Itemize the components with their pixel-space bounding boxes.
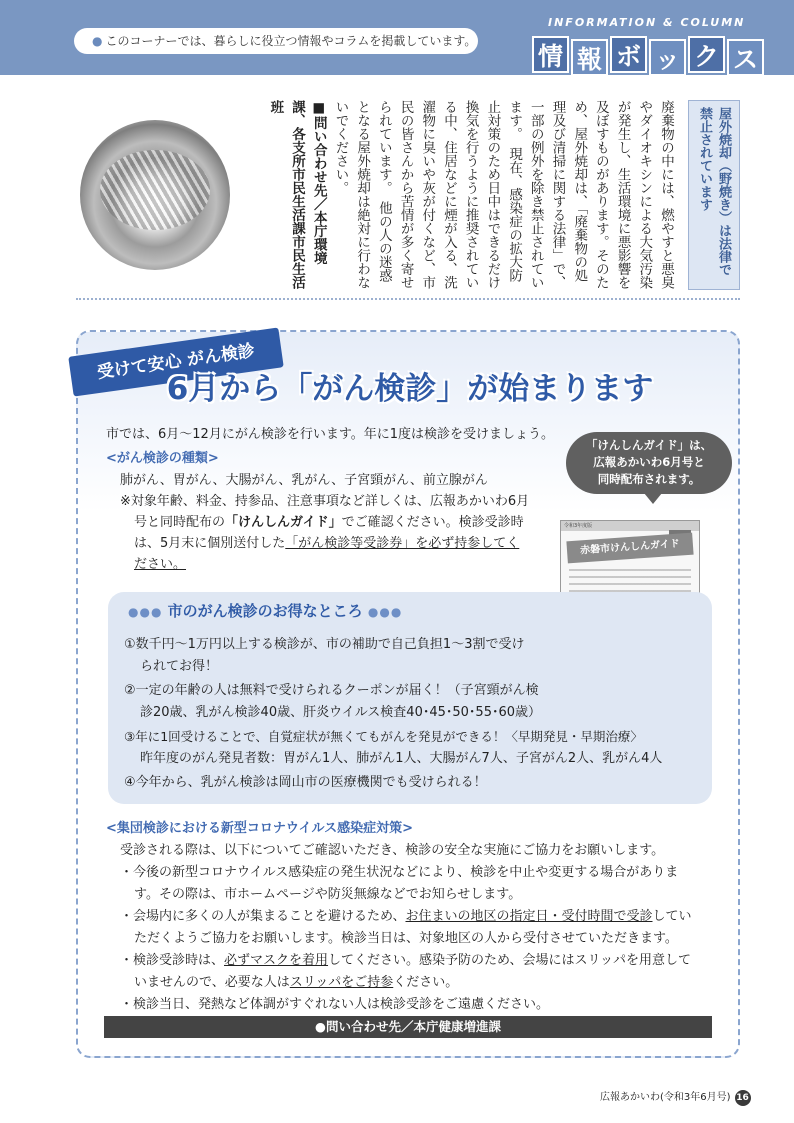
burning-article-title: 屋外焼却（野焼き）は法律で禁止されています (688, 100, 740, 290)
burning-article-contact: ■問い合わせ先／本庁環境課、各支所市民生活課市民生活班 (267, 100, 327, 289)
guide-top-text: 令和3年度版 (561, 521, 699, 531)
covid-bullet: ・検診当日、発熱など体調がすぐれない人は検診受診をご遠慮ください。 (120, 997, 550, 1012)
checkup-contact: ●問い合わせ先／本庁健康増進課 (104, 1016, 712, 1038)
covid-bullet (120, 950, 691, 972)
corner-intro-text: このコーナーでは、暮らしに役立つ情報やコラムを掲載しています。 (105, 34, 477, 48)
burning-article-text: 廃棄物の中には、燃やすと悪臭やダイオキシンによる大気汚染が発生し、生活環境に悪影響を及ぼすものがあります。そのため、屋外焼却は、「廃棄物の処理及び清掃に関する法律」で、一部の例外を除き禁止されています。 現在、感染症の拡大防止対策のため日中はできるだけ換気を行うように推奨されている中、住居などに煙が入る、洗濯物に臭いや灰が付くなど、市民の皆さんから苦情が多く寄せられています。 他の人の迷惑となる屋外焼却は絶対に行わないでください。 (332, 100, 674, 289)
bubble-line: 広報あかいわ6月号と (593, 455, 705, 469)
covid-text: ・検診受診時は、 (120, 953, 225, 968)
checkup-note-line: ※対象年齢、料金、持参品、注意事項など詳しくは、広報あかいわ6月 (120, 494, 530, 509)
covid-text: いませんので、必要な人は (134, 975, 290, 990)
benefit-item: 昨年度のがん発見者数：胃がん1人、肺がん1人、大腸がん7人、子宮がん2人、乳がん4人 (140, 751, 663, 766)
section-title-char: ス (727, 39, 764, 76)
benefit-item: 診20歳、乳がん検診40歳、肝炎ウイルス検査40･45･50･55･60歳） (140, 705, 542, 720)
publication-name: 広報あかいわ(令和3年6月号) (600, 1092, 731, 1103)
note-text: は、5月末に個別送付した (134, 536, 286, 551)
covid-emphasis: 必ずマスクを着用 (224, 953, 329, 968)
checkup-tag: 受けて安心 がん検診 (68, 327, 284, 396)
section-title-char: ッ (649, 39, 686, 76)
benefit-title-text: 市のがん検診のお得なところ (167, 602, 363, 620)
guide-name: 「けんしんガイド」 (225, 515, 342, 530)
benefit-item: ④今年から、乳がん検診は岡山市の医療機関でも受けられる！ (124, 775, 487, 790)
covid-bullet: す。その際は、市ホームページや防災無線などでお知らせします。 (134, 887, 522, 902)
bubble-line: 「けんしんガイド」は、 (585, 438, 713, 452)
page-footer (600, 1088, 751, 1106)
checkup-headline: 6月から「がん検診」が始まります (166, 371, 654, 407)
benefit-title (128, 600, 402, 621)
section-divider (76, 298, 740, 300)
voucher-note: 「がん検診等受診券」を必ず持参してく (285, 536, 520, 551)
covid-bullet (134, 972, 458, 994)
checkup-note-line (134, 533, 519, 555)
benefit-item: ①数千円～1万円以上する検診が、市の補助で自己負担1～3割で受け (124, 637, 525, 652)
benefit-item: られてお得！ (140, 659, 219, 674)
benefit-item: ③年に1回受けることで、自覚症状が無くてもがんを発見ができる！〈早期発見・早期治療〉 (124, 729, 643, 744)
checkup-note-line (134, 512, 524, 534)
note-text: 号と同時配布の (134, 515, 226, 530)
corner-intro (74, 28, 478, 54)
checkup-types: 肺がん、胃がん、大腸がん、乳がん、子宮頸がん、前立腺がん (120, 473, 488, 488)
covid-bullet: ・今後の新型コロナウイルス感染症の発生状況などにより、検診を中止や変更する場合がありま (120, 865, 679, 880)
checkup-types-heading: <がん検診の種類> (106, 451, 219, 466)
covid-intro: 受診される際は、以下についてご確認いただき、検診の安全な実施にご協力をお願いします。 (120, 843, 665, 858)
section-title (532, 36, 764, 73)
checkup-intro: 市では、6月～12月にがん検診を行います。年に1度は検診を受けましょう。 (106, 427, 555, 442)
guide-title: 赤磐市けんしんガイド (566, 533, 693, 564)
covid-heading: <集団検診における新型コロナウイルス感染症対策> (106, 821, 414, 836)
bubble-line: 同時配布されます。 (597, 472, 701, 486)
covid-text: ください。 (393, 975, 459, 990)
section-title-char: 報 (571, 39, 608, 76)
checkup-note-line: ださい。 (134, 557, 187, 572)
benefit-item: ②一定の年齢の人は無料で受けられるクーポンが届く！（子宮頸がん検 (124, 683, 539, 698)
section-title-char: ク (688, 36, 725, 73)
covid-bullet (120, 906, 692, 928)
section-title-english: INFORMATION & COLUMN (548, 16, 746, 29)
page-number: 16 (735, 1090, 751, 1106)
covid-text: してい (652, 909, 692, 924)
covid-text: してください。感染予防のため、会場にはスリッパを用意して (328, 953, 691, 968)
dots-icon: ●●● (367, 605, 403, 619)
dots-icon: ●●● (128, 605, 163, 619)
covid-bullet: ただくようご協力をお願いします。検診当日は、対象地区の人から受付させていただきます。 (134, 931, 678, 946)
section-title-char: ボ (610, 36, 647, 73)
covid-emphasis: お住まいの地区の指定日・受付時間で受診 (405, 909, 653, 924)
section-title-char: 情 (532, 36, 569, 73)
covid-text: ・会場内に多くの人が集まることを避けるため、 (120, 909, 406, 924)
burning-article-body (246, 100, 676, 290)
intro-bullet-icon: ● (92, 34, 103, 48)
note-text: でご確認ください。検診受診時 (341, 515, 524, 530)
covid-emphasis: スリッパをご持参 (289, 975, 394, 990)
burning-photo (80, 120, 230, 270)
guide-bubble (566, 432, 732, 494)
